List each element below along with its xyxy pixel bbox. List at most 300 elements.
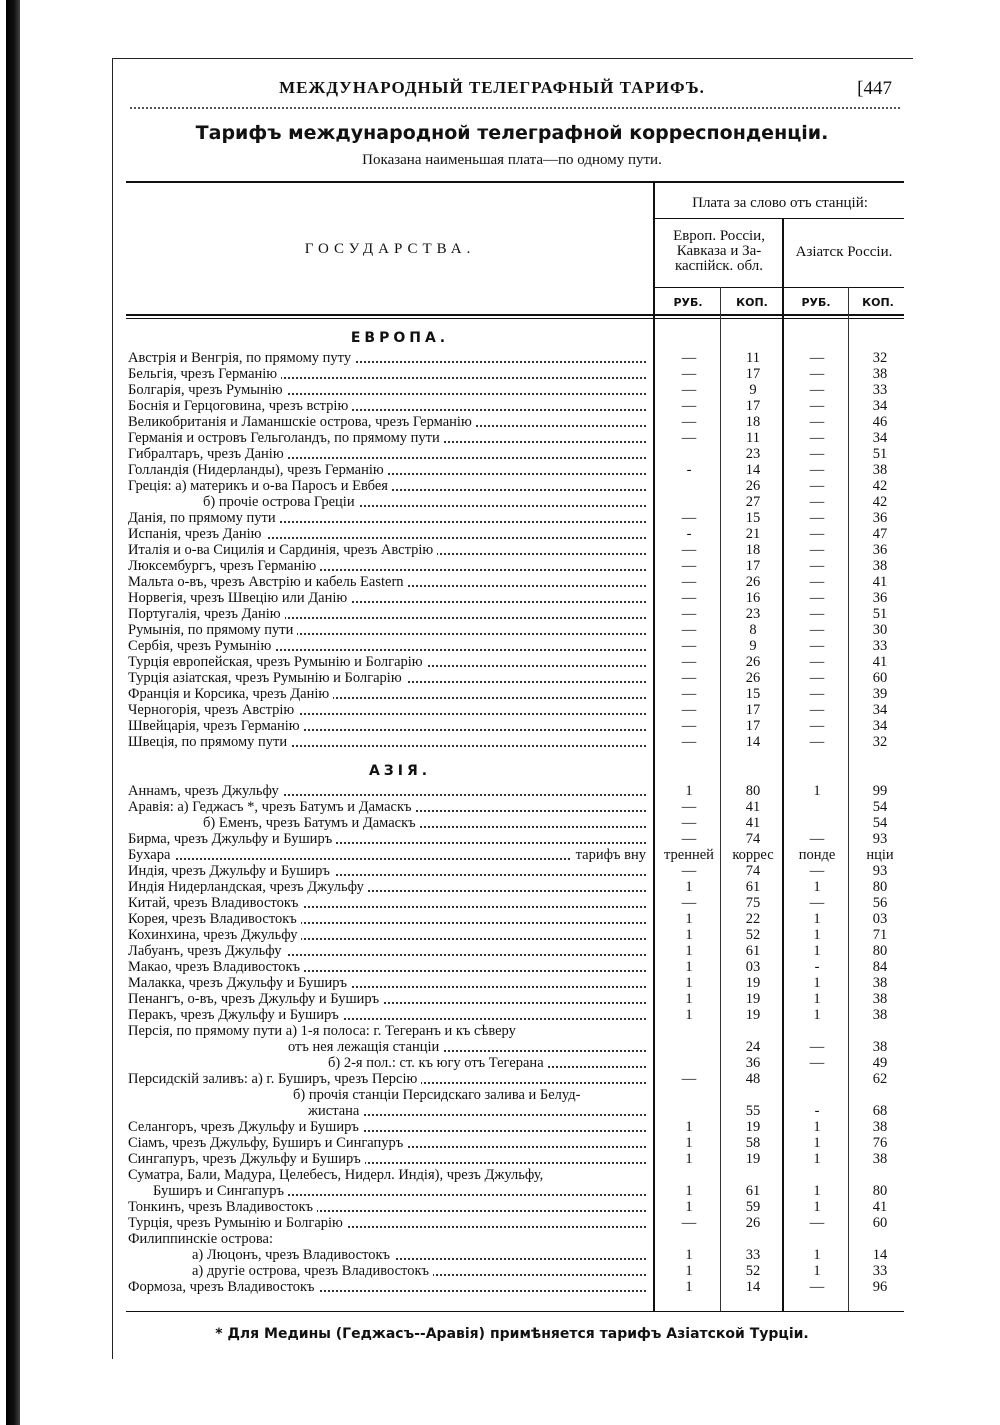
euro-rub-cell xyxy=(658,1039,720,1055)
asia-rub-cell: понде xyxy=(798,847,836,863)
euro-rub-cell: — xyxy=(681,1215,697,1231)
state-name xyxy=(128,895,650,911)
state-name-text: Лабуанъ, чрезъ Джульфу xyxy=(128,943,286,959)
state-name xyxy=(128,1183,650,1199)
euro-rub-cell: — xyxy=(681,350,697,366)
table-row xyxy=(0,462,1000,478)
state-name xyxy=(128,1055,650,1071)
asia-rub-cell xyxy=(786,799,848,815)
header-bottom-rule xyxy=(126,314,904,316)
state-name xyxy=(128,510,650,526)
table-row xyxy=(0,1071,1000,1087)
euro-kop-cell: 11 xyxy=(746,350,760,366)
state-name xyxy=(128,462,650,478)
asia-rub-cell xyxy=(786,815,848,831)
asia-rub-cell: — xyxy=(809,734,825,750)
state-name xyxy=(128,1215,650,1231)
euro-kop-cell: коррес xyxy=(732,847,774,863)
asia-kop-cell: 51 xyxy=(872,446,888,462)
state-name-text: Сингапуръ, чрезъ Джульфу и Буширъ xyxy=(128,1151,365,1167)
asia-rub-cell: — xyxy=(809,895,825,911)
asia-kop-cell: 41 xyxy=(872,574,888,590)
asia-rub-cell: — xyxy=(809,1279,825,1295)
table-row xyxy=(0,1087,1000,1103)
euro-rub-cell: 1 xyxy=(685,879,693,895)
state-name xyxy=(128,1263,650,1279)
table-row xyxy=(0,815,1000,831)
table-row xyxy=(0,638,1000,654)
asia-kop-cell: 32 xyxy=(872,350,888,366)
euro-kop-cell: 17 xyxy=(745,398,761,414)
table-row xyxy=(0,895,1000,911)
state-name-text: Персія, по прямому пути а) 1-я полоса: г. Тегеранъ и къ сѣверу xyxy=(128,1023,520,1039)
euro-rub-cell: 1 xyxy=(685,975,693,991)
state-name-text: Малакка, чрезъ Джульфу и Буширъ xyxy=(128,975,351,991)
euro-rub-cell: — xyxy=(681,542,697,558)
asia-kop-cell: 76 xyxy=(872,1135,888,1151)
asia-rub-cell: 1 xyxy=(813,1199,821,1215)
euro-rub-cell xyxy=(658,446,720,462)
table-row xyxy=(0,1135,1000,1151)
state-name xyxy=(128,1007,650,1023)
asia-kop-cell: 49 xyxy=(872,1055,888,1071)
table-row xyxy=(0,590,1000,606)
state-name xyxy=(128,542,650,558)
table-row xyxy=(0,670,1000,686)
asia-rub-cell: — xyxy=(809,398,825,414)
table-row xyxy=(0,430,1000,446)
asia-kop-cell: 34 xyxy=(872,702,888,718)
state-name-text: Черногорія, чрезъ Австрію xyxy=(128,702,298,718)
state-name-text: Сіамъ, чрезъ Джульфу, Буширъ и Сингапуръ xyxy=(128,1135,407,1151)
euro-rub-cell: — xyxy=(681,863,697,879)
euro-rub-cell: 1 xyxy=(685,1183,693,1199)
state-name-text: Норвегія, чрезъ Швецію или Данію xyxy=(128,590,351,606)
table-row xyxy=(0,478,1000,494)
state-name-text: Мальта о-въ, чрезъ Австрію и кабель Eastern xyxy=(128,574,408,590)
asia-rub-cell: 1 xyxy=(813,975,821,991)
euro-kop-cell: 19 xyxy=(745,975,761,991)
euro-kop-cell: 52 xyxy=(745,1263,761,1279)
table-row xyxy=(0,654,1000,670)
euro-rub-cell: — xyxy=(681,670,697,686)
state-name-text: б) Еменъ, чрезъ Батумъ и Дамаскъ xyxy=(203,815,420,831)
euro-kop-cell: 23 xyxy=(745,606,761,622)
asia-rub-cell: — xyxy=(809,702,825,718)
asia-rub-cell: — xyxy=(809,414,825,430)
state-name-text: Бирма, чрезъ Джульфу и Буширъ xyxy=(128,831,336,847)
euro-kop-cell: 19 xyxy=(745,1007,761,1023)
state-name xyxy=(128,911,650,927)
euro-rub-cell xyxy=(658,1087,720,1103)
euro-russia-line1: Европ. Россіи, xyxy=(673,228,765,244)
euro-rub-cell: 1 xyxy=(685,1279,693,1295)
asia-rub-cell: — xyxy=(809,350,825,366)
state-name-text: Сербія, чрезъ Румынію xyxy=(128,638,275,654)
euro-rub-cell xyxy=(658,494,720,510)
state-name xyxy=(128,1231,650,1247)
asia-rub-cell: — xyxy=(809,558,825,574)
state-name xyxy=(128,494,650,510)
asia-rub-cell: 1 xyxy=(813,879,821,895)
euro-kop-cell: 14 xyxy=(745,1279,761,1295)
euro-rub-cell: — xyxy=(681,366,697,382)
asia-kop-cell: 38 xyxy=(872,1151,888,1167)
euro-rub-cell: — xyxy=(681,815,697,831)
state-name-text: Филиппинскіе острова: xyxy=(128,1231,277,1247)
state-name xyxy=(128,1039,650,1055)
euro-rub-cell: 1 xyxy=(685,1151,693,1167)
euro-kop-cell: 17 xyxy=(745,702,761,718)
asia-rub-cell xyxy=(786,1231,848,1247)
euro-kop-cell: 26 xyxy=(745,478,761,494)
leader-dots xyxy=(128,858,646,860)
running-header xyxy=(112,78,912,102)
euro-kop-cell: 61 xyxy=(745,943,761,959)
euro-rub-cell: — xyxy=(681,831,697,847)
state-name xyxy=(128,638,650,654)
asia-rub-cell: — xyxy=(809,494,825,510)
asia-rub-cell: — xyxy=(809,831,825,847)
euro-kop-cell xyxy=(722,1231,784,1247)
euro-kop-cell: 11 xyxy=(746,430,760,446)
asia-kop-cell: 93 xyxy=(872,831,888,847)
table-row xyxy=(0,510,1000,526)
euro-kop-cell: 8 xyxy=(749,622,757,638)
asia-kop-cell: 60 xyxy=(872,670,888,686)
footnote: * Для Медины (Геджасъ--Аравія) примѣняется тарифъ Азіатской Турціи. xyxy=(215,1326,809,1342)
asia-kop-cell: 62 xyxy=(872,1071,888,1087)
fee-column-header: Плата за слово отъ станцій: xyxy=(692,195,868,211)
euro-rub-cell: — xyxy=(681,574,697,590)
asia-kop-cell: 38 xyxy=(872,1007,888,1023)
table-row xyxy=(0,1039,1000,1055)
asia-kop-cell: 68 xyxy=(872,1103,888,1119)
state-name-text: Германія и островъ Гельголандъ, по прямому пути xyxy=(128,430,444,446)
asia-kop-cell: 93 xyxy=(872,863,888,879)
state-name-text: Макао, чрезъ Владивостокъ xyxy=(128,959,304,975)
asia-kop-cell xyxy=(850,1167,910,1183)
state-name xyxy=(128,622,650,638)
running-title: МЕЖДУНАРОДНЫЙ ТЕЛЕГРАФНЫЙ ТАРИФЪ. xyxy=(279,78,705,97)
asia-kop-cell: 80 xyxy=(872,879,888,895)
asia-rub-cell xyxy=(786,1071,848,1087)
state-name xyxy=(128,382,650,398)
asia-kop-cell: 34 xyxy=(872,398,888,414)
table-row xyxy=(0,366,1000,382)
state-name-text: Китай, чрезъ Владивостокъ xyxy=(128,895,302,911)
state-name-text: Великобританія и Ламаншскіе острова, чрезъ Германію xyxy=(128,414,476,430)
asia-rub-cell xyxy=(786,1167,848,1183)
euro-kop-cell: 26 xyxy=(745,670,761,686)
state-name-text: Аннамъ, чрезъ Джульфу xyxy=(128,783,283,799)
state-name xyxy=(128,574,650,590)
state-name-text: Швеція, по прямому пути xyxy=(128,734,291,750)
page-number: [447 xyxy=(857,78,892,99)
euro-rub-cell: — xyxy=(681,414,697,430)
asia-rub-cell: 1 xyxy=(813,927,821,943)
asia-kop-cell: 80 xyxy=(872,943,888,959)
state-name-text: а) другіе острова, чрезъ Владивостокъ xyxy=(192,1263,433,1279)
asia-rub-cell: - xyxy=(814,1103,820,1119)
asia-kop-cell: 34 xyxy=(872,718,888,734)
euro-kop-cell: 75 xyxy=(745,895,761,911)
euro-rub-cell: 1 xyxy=(685,911,693,927)
header-divider xyxy=(130,101,900,109)
asia-rub-cell: — xyxy=(809,526,825,542)
state-name-text: Формоза, чрезъ Владивостокъ xyxy=(128,1279,319,1295)
asia-kop-cell: 38 xyxy=(872,1119,888,1135)
asia-rub-cell: — xyxy=(809,863,825,879)
state-name xyxy=(128,1103,650,1119)
state-name-text: Корея, чрезъ Владивостокъ xyxy=(128,911,301,927)
state-name xyxy=(128,414,650,430)
asia-kop-cell: 96 xyxy=(872,1279,888,1295)
asia-kop-cell: 54 xyxy=(872,799,888,815)
asia-rub-cell: 1 xyxy=(813,911,821,927)
asia-kop-cell xyxy=(850,1231,910,1247)
state-name xyxy=(128,718,650,734)
euro-rub-cell: 1 xyxy=(685,1119,693,1135)
state-name-text: б) прочія станціи Персидскаго залива и Белуд- xyxy=(293,1087,584,1103)
table-bottom-rule xyxy=(126,1311,904,1312)
asia-rub-cell: 1 xyxy=(813,1183,821,1199)
table-row xyxy=(0,991,1000,1007)
state-name-text: Швейцарія, чрезъ Германію xyxy=(128,718,304,734)
asia-kop-cell: 99 xyxy=(872,783,888,799)
state-name xyxy=(128,1023,650,1039)
euro-russia-line2: Кавказа и За- xyxy=(676,243,762,259)
euro-rub-cell xyxy=(658,478,720,494)
asia-rub-cell: — xyxy=(809,654,825,670)
euro-kop-cell: 33 xyxy=(745,1247,761,1263)
euro-kop-cell: 52 xyxy=(745,927,761,943)
asia-kop-cell: 56 xyxy=(872,895,888,911)
euro-kop-cell: 9 xyxy=(749,382,757,398)
asia-kop-cell: 38 xyxy=(872,975,888,991)
asia-kop-cell: 36 xyxy=(872,542,888,558)
state-name-text: Италія и о-ва Сицилія и Сардинія, чрезъ Австрію xyxy=(128,542,437,558)
asia-kop-cell: 14 xyxy=(872,1247,888,1263)
state-name-text: Аравія: а) Геджасъ *, чрезъ Батумъ и Дамаскъ xyxy=(128,799,416,815)
asia-kop-cell: 51 xyxy=(872,606,888,622)
euro-kop-cell: 26 xyxy=(745,574,761,590)
state-name-text: Кохинхина, чрезъ Джульфу xyxy=(128,927,301,943)
state-name-text: Индія, чрезъ Джульфу и Буширъ xyxy=(128,863,334,879)
asia-rub-cell: — xyxy=(809,462,825,478)
state-name xyxy=(128,686,650,702)
state-name-text: Гибралтаръ, чрезъ Данію xyxy=(128,446,288,462)
state-name xyxy=(128,783,650,799)
euro-rub-cell xyxy=(658,1023,720,1039)
asia-kop-cell: 80 xyxy=(872,1183,888,1199)
asia-kop-cell: 38 xyxy=(872,558,888,574)
asia-russia-header: Азіатск Россіи. xyxy=(795,244,893,260)
state-name xyxy=(128,975,650,991)
asia-kop-cell: 38 xyxy=(872,1039,888,1055)
table-row xyxy=(0,1231,1000,1247)
euro-kop-cell: 22 xyxy=(745,911,761,927)
euro-kop-cell: 03 xyxy=(745,959,761,975)
table-row xyxy=(0,799,1000,815)
state-name-text: Тонкинъ, чрезъ Владивостокъ xyxy=(128,1199,317,1215)
asia-rub-cell: — xyxy=(809,478,825,494)
asia-rub-cell: 1 xyxy=(813,1135,821,1151)
state-name xyxy=(128,1151,650,1167)
table-title: Тарифъ международной телеграфной корреспонденціи. xyxy=(195,122,829,144)
euro-rub-cell: — xyxy=(681,686,697,702)
euro-rub-cell: 1 xyxy=(685,927,693,943)
euro-rub-cell: — xyxy=(681,718,697,734)
table-row xyxy=(0,1055,1000,1071)
state-name xyxy=(128,350,650,366)
euro-rub-cell: — xyxy=(681,734,697,750)
asia-kop-cell: 71 xyxy=(872,927,888,943)
asia-rub-cell: 1 xyxy=(813,991,821,1007)
asia-rub-unit: РУБ. xyxy=(801,296,831,309)
table-row xyxy=(0,574,1000,590)
euro-kop-cell: 41 xyxy=(745,815,761,831)
euro-rub-cell xyxy=(658,1055,720,1071)
asia-kop-cell: 60 xyxy=(872,1215,888,1231)
state-name-text: отъ нея лежащія станціи xyxy=(288,1039,443,1055)
state-name xyxy=(128,734,650,750)
asia-rub-cell: 1 xyxy=(813,1119,821,1135)
euro-kop-cell xyxy=(722,1087,784,1103)
asia-rub-cell: — xyxy=(809,574,825,590)
table-row xyxy=(0,1247,1000,1263)
euro-kop-cell: 17 xyxy=(745,366,761,382)
euro-rub-cell: — xyxy=(681,382,697,398)
asia-rub-cell: — xyxy=(809,1055,825,1071)
asia-kop-cell: нціи xyxy=(866,847,894,863)
asia-kop-cell: 33 xyxy=(872,382,888,398)
asia-kop-cell: 42 xyxy=(872,478,888,494)
table-row xyxy=(0,622,1000,638)
table-row xyxy=(0,959,1000,975)
euro-rub-cell: — xyxy=(681,622,697,638)
state-name xyxy=(128,654,650,670)
euro-kop-cell: 74 xyxy=(745,863,761,879)
euro-rub-cell: — xyxy=(681,702,697,718)
euro-rub-cell: 1 xyxy=(685,1007,693,1023)
table-row xyxy=(0,398,1000,414)
euro-rub-cell: — xyxy=(681,510,697,526)
euro-kop-cell: 14 xyxy=(745,462,761,478)
euro-kop-unit: КОП. xyxy=(736,296,768,309)
table-row xyxy=(0,734,1000,750)
state-name xyxy=(128,863,650,879)
euro-kop-cell: 14 xyxy=(745,734,761,750)
table-row xyxy=(0,1103,1000,1119)
state-name-text: Франція и Корсика, чрезъ Данію xyxy=(128,686,333,702)
euro-kop-cell: 55 xyxy=(745,1103,761,1119)
state-name-text: Буширъ и Сингапуръ xyxy=(153,1183,288,1199)
state-name-text: Боснія и Герцоговина, чрезъ встрію xyxy=(128,398,352,414)
asia-kop-cell: 33 xyxy=(872,638,888,654)
state-name-text: Бухара xyxy=(128,847,174,863)
state-name-text: Турція европейская, чрезъ Румынію и Болгарію xyxy=(128,654,427,670)
state-name-text: Греція: а) материкъ и о-ва Паросъ и Евбея xyxy=(128,478,392,494)
table-row xyxy=(0,1215,1000,1231)
euro-kop-cell: 74 xyxy=(745,831,761,847)
euro-rub-cell: - xyxy=(686,462,692,478)
asia-kop-cell: 32 xyxy=(872,734,888,750)
table-row xyxy=(0,879,1000,895)
state-name xyxy=(128,927,650,943)
state-name-text: Румынія, по прямому пути xyxy=(128,622,297,638)
state-name xyxy=(128,815,650,831)
table-row xyxy=(0,1007,1000,1023)
state-name xyxy=(128,1279,650,1295)
euro-rub-cell: — xyxy=(681,590,697,606)
euro-kop-cell: 27 xyxy=(745,494,761,510)
table-row xyxy=(0,831,1000,847)
table-row xyxy=(0,526,1000,542)
asia-rub-cell: 1 xyxy=(813,943,821,959)
state-name xyxy=(128,1071,650,1087)
asia-kop-cell: 42 xyxy=(872,494,888,510)
table-row xyxy=(0,943,1000,959)
state-name xyxy=(128,558,650,574)
table-row xyxy=(0,1023,1000,1039)
euro-rub-cell xyxy=(658,1103,720,1119)
euro-kop-cell: 26 xyxy=(745,1215,761,1231)
header-bottom-rule-2 xyxy=(126,318,904,319)
state-name xyxy=(128,478,650,494)
asia-kop-cell: 38 xyxy=(872,462,888,478)
table-subtitle: Показана наименьшая плата—по одному пути. xyxy=(362,152,662,168)
table-row xyxy=(0,927,1000,943)
state-name xyxy=(128,879,650,895)
euro-kop-cell: 48 xyxy=(745,1071,761,1087)
euro-rub-cell: — xyxy=(681,799,697,815)
state-name xyxy=(128,799,650,815)
euro-kop-cell: 61 xyxy=(745,879,761,895)
euro-kop-cell: 17 xyxy=(745,718,761,734)
euro-kop-cell xyxy=(722,1023,784,1039)
asia-kop-cell: 47 xyxy=(872,526,888,542)
asia-kop-cell: 41 xyxy=(872,654,888,670)
euro-kop-cell: 59 xyxy=(745,1199,761,1215)
table-row xyxy=(0,382,1000,398)
state-name-text: Данія, по прямому пути xyxy=(128,510,280,526)
state-name-tail: тарифъ вну xyxy=(572,847,650,863)
asia-kop-cell: 34 xyxy=(872,430,888,446)
euro-rub-cell: — xyxy=(681,638,697,654)
euro-rub-cell: 1 xyxy=(685,1247,693,1263)
section-europe: ЕВРОПА. xyxy=(350,330,450,346)
table-row xyxy=(0,1183,1000,1199)
state-name xyxy=(128,831,650,847)
state-name-text: б) прочіе острова Греціи xyxy=(203,494,359,510)
state-name-text: жистана xyxy=(308,1103,363,1119)
header-rule-mid xyxy=(655,218,904,219)
euro-rub-cell: — xyxy=(681,558,697,574)
euro-rub-cell: тренней xyxy=(664,847,714,863)
asia-kop-cell: 39 xyxy=(872,686,888,702)
asia-rub-cell: — xyxy=(809,622,825,638)
state-name xyxy=(128,366,650,382)
asia-rub-cell: 1 xyxy=(813,1007,821,1023)
table-row xyxy=(0,702,1000,718)
table-row xyxy=(0,1279,1000,1295)
asia-rub-cell: — xyxy=(809,366,825,382)
table-row xyxy=(0,1151,1000,1167)
asia-kop-cell xyxy=(850,1023,910,1039)
euro-rub-cell: — xyxy=(681,895,697,911)
asia-rub-cell: — xyxy=(809,446,825,462)
